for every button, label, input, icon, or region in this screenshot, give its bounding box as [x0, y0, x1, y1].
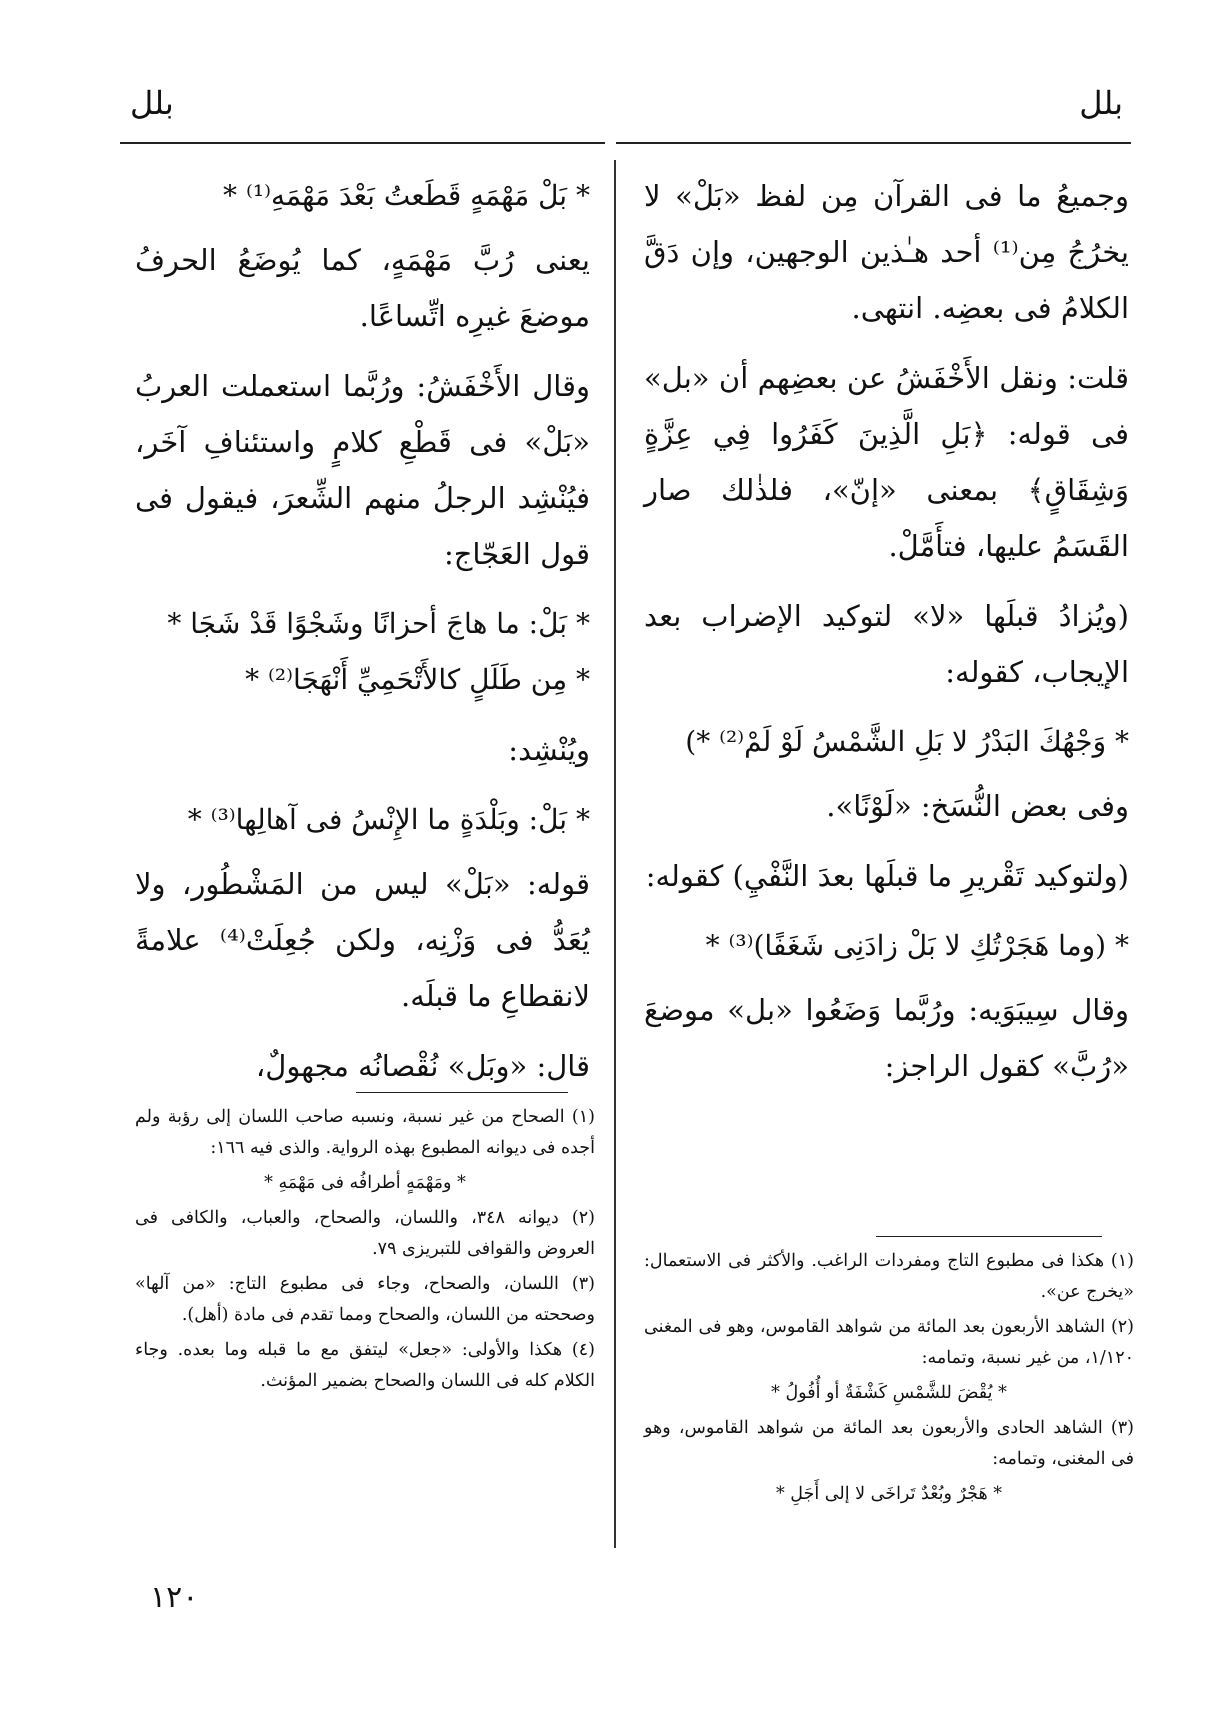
footnote: (٣) الشاهد الحادى والأربعون بعد المائة من شواهد القاموس، وهو فى المغنى، وتمامه:	[644, 1418, 1134, 1469]
footnote-verse: * ومَهْمَهٍ أطرافُه فى مَهْمَهِ *	[264, 1173, 466, 1193]
verse-line: * بَلْ: وبَلْدَةٍ ما الإِنْسُ فى آهالِها⁽³⁾ *	[187, 803, 590, 836]
left-column	[135, 168, 590, 1108]
verse-line: * بَلْ مَهْمَهٍ قَطَعتُ بَعْدَ مَهْمَهِ⁽¹⁾ *	[223, 179, 590, 212]
verse-line: * (وما هَجَرْتُكِ لا بَلْ زادَنِى شَغَفًا)⁽³⁾ *	[705, 929, 1129, 962]
footnote: (٣) اللسان، والصحاح، وجاء فى مطبوع التاج: «من آلها» وصححته من اللسان، والصحاح ومما تقدم فى مادة (أهل).	[135, 1274, 595, 1325]
column-divider	[614, 160, 616, 1548]
footnote-rule-left	[356, 1092, 568, 1093]
page-number: ١٢٠	[150, 1580, 199, 1615]
footnote: (٢) الشاهد الأربعون بعد المائة من شواهد القاموس، وهو فى المغنى ١/١٢٠، من غير نسبة، وتمامه:	[644, 1317, 1134, 1368]
paragraph: قال: «وبَل» نُقْصانُه مجهولٌ،	[255, 1049, 590, 1083]
footnote: (٤) هكذا والأولى: «جعل» ليتفق مع ما قبله وما بعده. وجاء الكلام كله فى اللسان والصحاح بضمير المؤنث.	[135, 1340, 595, 1391]
header-rule-left	[120, 142, 605, 144]
header-rule-right	[616, 142, 1131, 144]
verse-line: * بَلْ: ما هاجَ أحزانًا وشَجْوًا قَدْ شَجَا *	[167, 607, 590, 640]
paragraph: وجميعُ ما فى القرآن مِن لفظ «بَلْ» لا يخرُجُ مِن⁽¹⁾ أحد هـٰذين الوجهين، وإن دَقَّ الكلامُ فى بعضِه. انتهى.	[644, 179, 1129, 325]
paragraph: وقال سِيبَوَيه: ورُبَّما وَضَعُوا «بل» موضعَ «رُبَّ» كقول الراجز:	[644, 993, 1129, 1083]
footnote-verse: * يُقْضَ للشَّمْسِ كَشْفَةٌ أو أُفُولُ *	[771, 1383, 1007, 1403]
right-column	[644, 168, 1129, 1108]
paragraph: وقال الأَخْفَشُ: ورُبَّما استعملت العربُ «بَلْ» فى قَطْعِ كلامٍ واستئنافِ آخَر، فيُنْشِد الرجلُ منهم الشِّعرَ، فيقول فى قول العَجّاج:	[135, 369, 590, 571]
paragraph: ويُنْشِد:	[508, 733, 590, 767]
paragraph: (ولتوكيد تَقْريرِ ما قبلَها بعدَ النَّفْيِ) كقوله:	[645, 859, 1129, 893]
paragraph: قلت: ونقل الأَخْفَشُ عن بعضِهم أن «بل» فى قوله: ﴿بَلِ الَّذِينَ كَفَرُوا فِي عِزَّةٍ وَشِقَاقٍ﴾ بمعنى «إنّ»، فلذٰلك صار القَسَمُ عليها، فتأَمَّلْ.	[644, 361, 1129, 563]
verse-group	[135, 596, 590, 708]
footnote-rule-right	[876, 1236, 1102, 1237]
verse-line: * مِن طَلَلٍ كالأَتْحَمِيِّ أَنْهَجَا⁽²⁾ *	[245, 663, 590, 696]
paragraph: (ويُزادُ قبلَها «لا» لتوكيد الإضراب بعد الإيجاب، كقوله:	[644, 599, 1129, 689]
footnotes-left	[135, 1102, 595, 1401]
footnote: (١) الصحاح من غير نسبة، ونسبه صاحب اللسان إلى رؤبة ولم أجده فى ديوانه المطبوع بهذه الرواية. والذى فيه ١٦٦:	[135, 1107, 595, 1158]
footnote: (١) هكذا فى مطبوع التاج ومفردات الراغب. والأكثر فى الاستعمال: «يخرج عن».	[644, 1251, 1134, 1302]
footnotes-right	[644, 1246, 1134, 1514]
running-head-left: بلل	[130, 84, 174, 122]
verse-line: * وَجْهُكَ البَدْرُ لا بَلِ الشَّمْسُ لَوْ لَمْ⁽²⁾ *)	[685, 725, 1129, 758]
paragraph: وفى بعض النُّسَخ: «لَوْنًا».	[826, 789, 1129, 823]
footnote-verse: * هَجْرٌ وبُعْدٌ تَراخَى لا إلى أَجَلِ *	[775, 1484, 1003, 1504]
footnote: (٢) ديوانه ٣٤٨، واللسان، والصحاح، والعباب، والكافى فى العروض والقوافى للتبريزى ٧٩.	[135, 1208, 595, 1259]
paragraph: قوله: «بَلْ» ليس من المَشْطُور، ولا يُعَدُّ فى وَزْنِه، ولكن جُعِلَتْ⁽⁴⁾ علامةً لانقطاعِ ما قبلَه.	[135, 867, 591, 1013]
paragraph: يعنى رُبَّ مَهْمَهٍ، كما يُوضَعُ الحرفُ موضعَ غيرِه اتِّساعًا.	[135, 243, 590, 333]
running-head-right: بلل	[1079, 84, 1123, 122]
